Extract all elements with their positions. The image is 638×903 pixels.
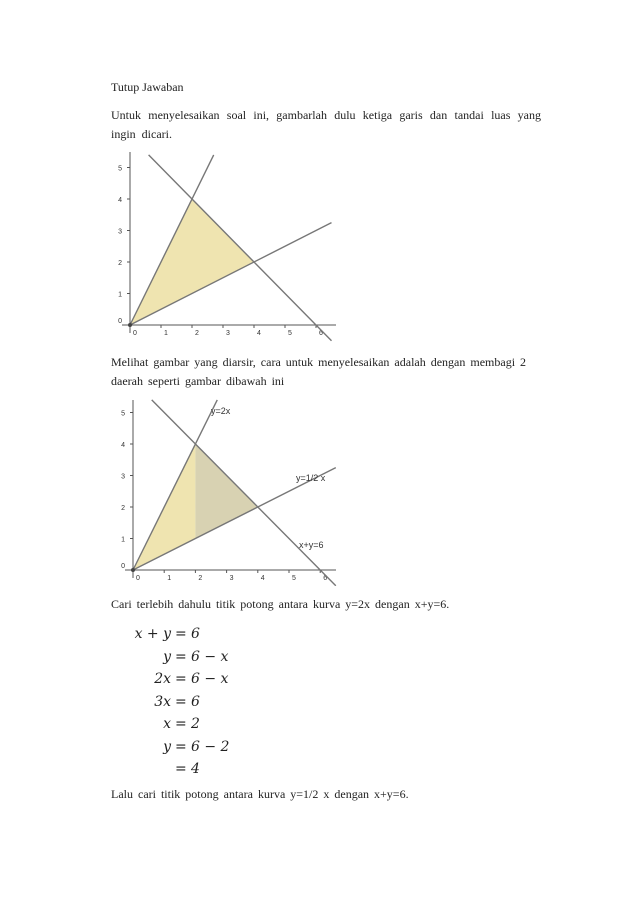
- equals-sign: =: [175, 761, 187, 777]
- x-tick-label: 6: [323, 575, 328, 582]
- line-label: y=2x: [211, 406, 231, 416]
- equation-rhs: 6 − x: [191, 671, 229, 687]
- origin-point: [131, 568, 135, 572]
- equals-sign: =: [175, 648, 187, 665]
- step-intersect-1: Cari terlebih dahulu titik potong antara kurva y=2x dengan x+y=6.: [111, 597, 450, 611]
- y-tick-label: 0: [118, 318, 122, 325]
- equals-sign: =: [175, 626, 187, 642]
- equation-lhs: x + y: [134, 626, 171, 642]
- x-tick-label: 4: [260, 575, 265, 582]
- x-tick-label: 3: [229, 575, 234, 582]
- y-tick-label: 1: [121, 536, 125, 544]
- intro-paragraph: Untuk menyelesaikan soal ini, gambarlah dulu ketiga garis dan tandai luas yang ingin dicari.: [111, 108, 541, 141]
- graph-split-regions: [108, 396, 340, 586]
- x-tick-label: 4: [257, 330, 261, 337]
- y-tick-label: 1: [118, 291, 122, 299]
- equation-lhs: y: [163, 738, 171, 755]
- equation-rhs: 6 − x: [191, 648, 229, 665]
- x-tick-label: 1: [167, 575, 172, 582]
- equation-rhs: 2: [191, 716, 200, 732]
- equation-rhs: 4: [191, 761, 200, 777]
- line-label: y=1/2 x: [296, 473, 326, 483]
- equation-rhs: 6: [191, 693, 200, 710]
- x-tick-label: 2: [198, 575, 203, 582]
- x-tick-label: 6: [319, 330, 323, 337]
- graph-shaded-triangle: [108, 148, 340, 344]
- split-note-paragraph: Melihat gambar yang diarsir, cara untuk menyelesaikan adalah dengan membagi 2 daerah seperti gambar dibawah ini: [111, 355, 527, 388]
- origin-point: [128, 323, 132, 327]
- equation-rhs: 6: [191, 626, 200, 642]
- x-tick-label: 1: [164, 330, 168, 337]
- y-tick-label: 0: [121, 563, 125, 570]
- x-tick-label: 0: [133, 330, 137, 337]
- equation-lhs: 2x: [154, 671, 171, 687]
- equals-sign: =: [175, 716, 187, 732]
- step-intersect-2: Lalu cari titik potong antara kurva y=1/2 x dengan x+y=6.: [111, 787, 409, 801]
- y-tick-label: 4: [121, 442, 125, 449]
- y-tick-label: 3: [118, 228, 122, 236]
- equation-rhs: 6 − 2: [191, 738, 230, 755]
- y-tick-label: 3: [121, 473, 125, 481]
- x-tick-label: 5: [288, 330, 292, 337]
- y-tick-label: 5: [118, 165, 122, 173]
- y-tick-label: 5: [121, 410, 125, 418]
- equals-sign: =: [175, 671, 187, 687]
- y-tick-label: 4: [118, 197, 122, 204]
- equals-sign: =: [175, 738, 187, 755]
- y-tick-label: 2: [118, 260, 122, 267]
- x-tick-label: 0: [136, 575, 140, 582]
- x-tick-label: 3: [226, 330, 230, 337]
- equation-lhs: 3x: [154, 693, 171, 710]
- x-tick-label: 2: [195, 330, 199, 337]
- equals-sign: =: [175, 693, 187, 710]
- equation-lhs: y: [163, 648, 171, 665]
- line-label: x+y=6: [299, 540, 324, 550]
- equation-lhs: x: [163, 716, 171, 732]
- heading: Tutup Jawaban: [111, 80, 184, 94]
- y-tick-label: 2: [121, 505, 125, 512]
- x-tick-label: 5: [292, 575, 296, 582]
